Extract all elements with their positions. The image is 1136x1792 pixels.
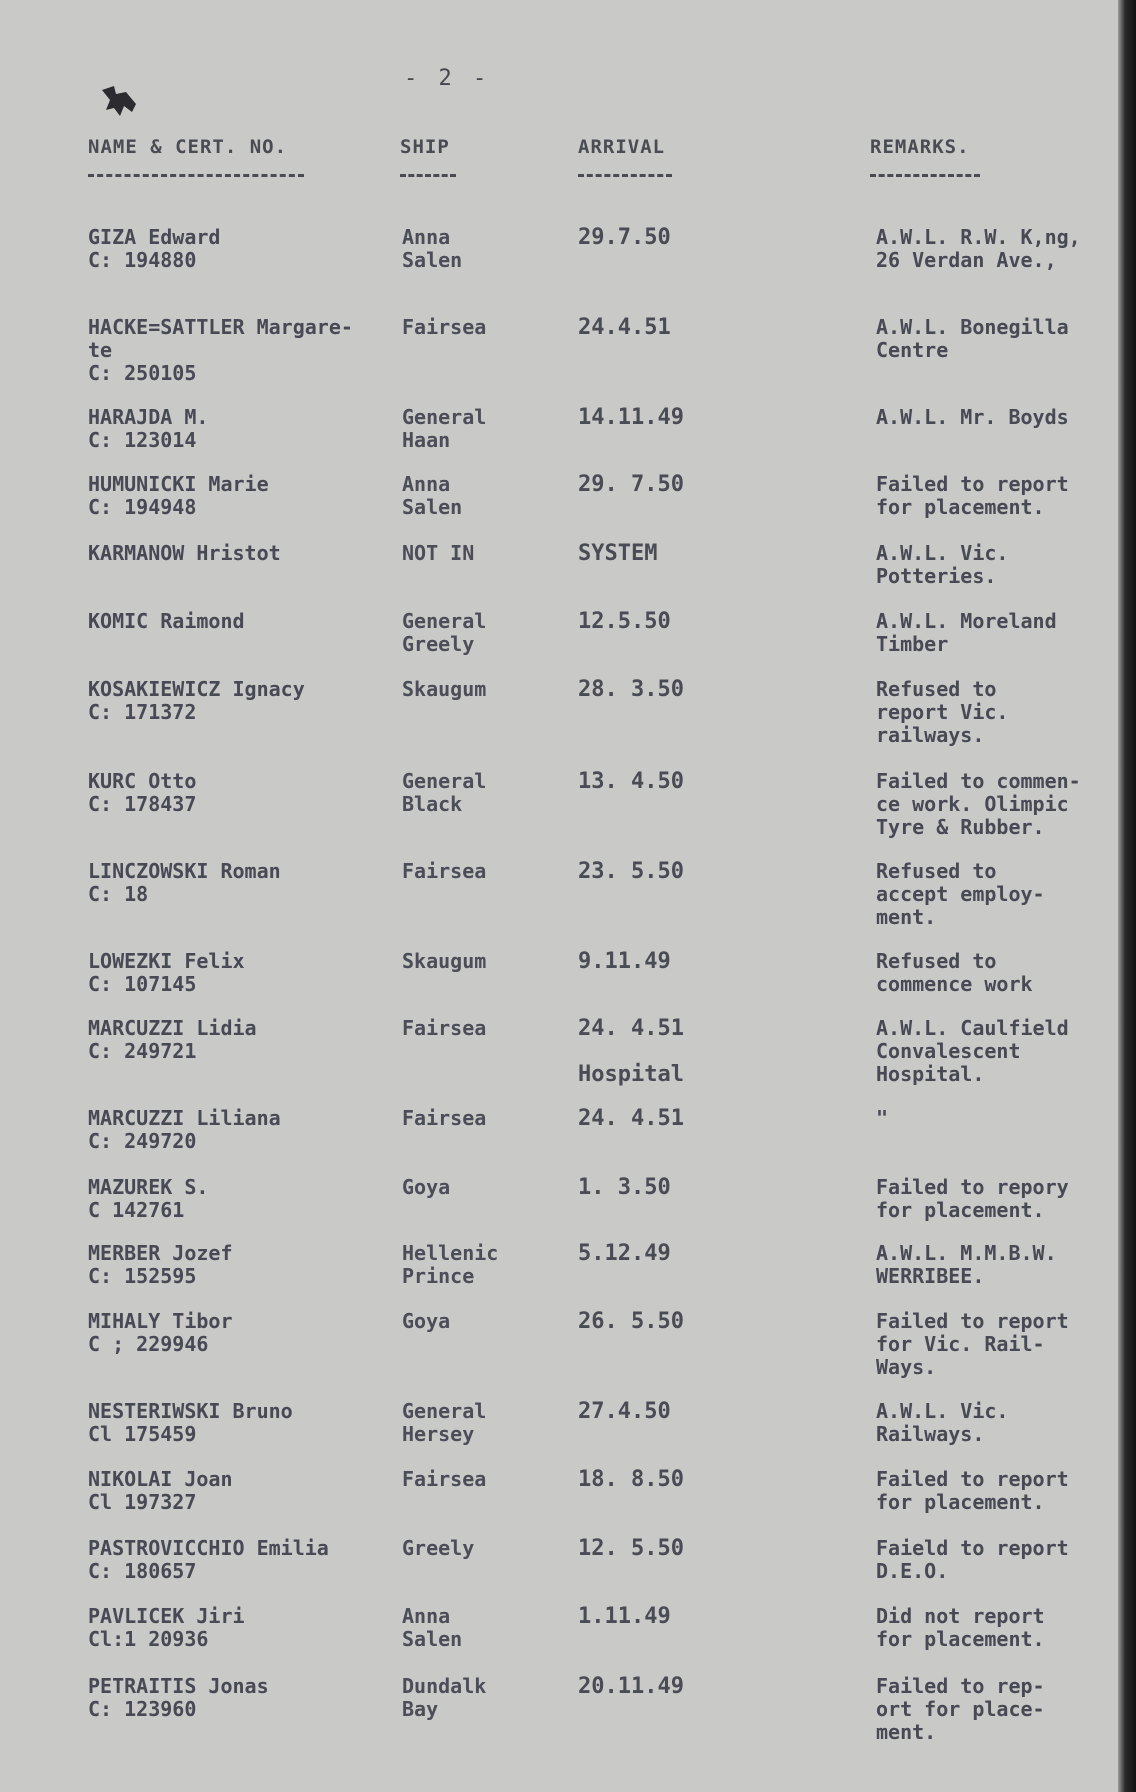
entry-arrival: 13. 4.50 (578, 769, 684, 794)
entry-remarks: Faield to report D.E.O. (876, 1536, 1069, 1583)
entry-ship: General Black (402, 769, 487, 816)
entry-remarks: Failed to report for Vic. Rail- Ways. (876, 1309, 1069, 1379)
ink-blot-mark (96, 82, 144, 122)
entry-name: PASTROVICCHIO Emilia C: 180657 (88, 1536, 329, 1583)
entry-ship: NOT IN (402, 541, 475, 565)
entry-ship: Anna Salen (402, 225, 463, 272)
entry-name: HACKE=SATTLER Margare- te C: 250105 (88, 315, 353, 385)
entry-arrival: 18. 8.50 (578, 1467, 684, 1492)
header-name-cert: NAME & CERT. NO. (88, 136, 288, 158)
entry-ship: Anna Salen (402, 472, 463, 519)
entry-arrival: 12. 5.50 (578, 1536, 684, 1561)
entry-ship: Fairsea (402, 859, 487, 883)
entry-name: MAZUREK S. C 142761 (88, 1175, 209, 1222)
entry-ship: General Hersey (402, 1399, 487, 1446)
entry-name: MARCUZZI Liliana C: 249720 (88, 1106, 281, 1153)
header-arrival: ARRIVAL (578, 136, 666, 158)
header-underline-remarks (870, 174, 980, 177)
entry-arrival: 26. 5.50 (578, 1309, 684, 1334)
entry-name: KARMANOW Hristot (88, 541, 281, 565)
entry-remarks: Failed to rep- ort for place- ment. (876, 1674, 1045, 1744)
entry-remarks: Refused to accept employ- ment. (876, 859, 1045, 929)
header-remarks: REMARKS. (870, 136, 970, 158)
entry-ship: General Haan (402, 405, 487, 452)
entry-ship: Skaugum (402, 677, 487, 701)
entry-name: NESTERIWSKI Bruno Cl 175459 (88, 1399, 293, 1446)
entry-name: LOWEZKI Felix C: 107145 (88, 949, 245, 996)
entry-name: KOSAKIEWICZ Ignacy C: 171372 (88, 677, 305, 724)
entry-name: MARCUZZI Lidia C: 249721 (88, 1016, 257, 1063)
entry-remarks: A.W.L. Mr. Boyds (876, 405, 1069, 429)
entry-arrival: 24. 4.51 Hospital (578, 1016, 684, 1087)
entry-ship: Anna Salen (402, 1604, 463, 1651)
entry-remarks: A.W.L. M.M.B.W. WERRIBEE. (876, 1241, 1057, 1288)
entry-name: MIHALY Tibor C ; 229946 (88, 1309, 233, 1356)
entry-arrival: 29.7.50 (578, 225, 671, 250)
entry-ship: Dundalk Bay (402, 1674, 487, 1721)
entry-remarks: A.W.L. Moreland Timber (876, 609, 1057, 656)
entry-remarks: " (876, 1106, 889, 1130)
entry-arrival: 20.11.49 (578, 1674, 684, 1699)
entry-remarks: Failed to repory for placement. (876, 1175, 1069, 1222)
header-underline-arrival (578, 174, 672, 177)
entry-ship: Fairsea (402, 315, 487, 339)
entry-remarks: A.W.L. Vic. Potteries. (876, 541, 1009, 588)
header-underline-name (88, 174, 304, 177)
entry-arrival: 12.5.50 (578, 609, 671, 634)
entry-ship: Fairsea (402, 1106, 487, 1130)
entry-ship: Fairsea (402, 1467, 487, 1491)
entry-name: MERBER Jozef C: 152595 (88, 1241, 233, 1288)
entry-name: HARAJDA M. C: 123014 (88, 405, 209, 452)
entry-arrival: SYSTEM (578, 541, 658, 566)
entry-arrival: 1. 3.50 (578, 1175, 671, 1200)
entry-ship: Greely (402, 1536, 475, 1560)
entry-arrival: 9.11.49 (578, 949, 671, 974)
header-ship: SHIP (400, 136, 450, 158)
entry-name: PETRAITIS Jonas C: 123960 (88, 1674, 269, 1721)
entry-remarks: Failed to report for placement. (876, 472, 1069, 519)
page-number: - 2 - (404, 66, 491, 91)
entry-ship: Goya (402, 1175, 451, 1199)
entry-arrival: 14.11.49 (578, 405, 684, 430)
entry-arrival: 24. 4.51 (578, 1106, 684, 1131)
entry-remarks: A.W.L. Caulfield Convalescent Hospital. (876, 1016, 1069, 1086)
entry-name: LINCZOWSKI Roman C: 18 (88, 859, 281, 906)
entry-remarks: Refused to report Vic. railways. (876, 677, 1009, 747)
entry-name: KURC Otto C: 178437 (88, 769, 197, 816)
entry-name: KOMIC Raimond (88, 609, 245, 633)
entry-name: PAVLICEK Jiri Cl:1 20936 (88, 1604, 245, 1651)
entry-name: NIKOLAI Joan Cl 197327 (88, 1467, 233, 1514)
entry-remarks: Failed to report for placement. (876, 1467, 1069, 1514)
entry-ship: Skaugum (402, 949, 487, 973)
header-underline-ship (400, 174, 456, 177)
entry-remarks: A.W.L. R.W. K,ng, 26 Verdan Ave., (876, 225, 1081, 272)
entry-remarks: Refused to commence work (876, 949, 1033, 996)
entry-name: HUMUNICKI Marie C: 194948 (88, 472, 269, 519)
entry-ship: General Greely (402, 609, 487, 656)
entry-ship: Goya (402, 1309, 451, 1333)
entry-remarks: A.W.L. Bonegilla Centre (876, 315, 1069, 362)
entry-arrival: 27.4.50 (578, 1399, 671, 1424)
entry-remarks: Failed to commen- ce work. Olimpic Tyre & Rubber. (876, 769, 1081, 839)
entry-remarks: Did not report for placement. (876, 1604, 1045, 1651)
entry-remarks: A.W.L. Vic. Railways. (876, 1399, 1009, 1446)
entry-arrival: 1.11.49 (578, 1604, 671, 1629)
entry-arrival: 24.4.51 (578, 315, 671, 340)
entry-arrival: 23. 5.50 (578, 859, 684, 884)
entry-ship: Hellenic Prince (402, 1241, 499, 1288)
page-edge-shadow (1118, 0, 1136, 1792)
entry-ship: Fairsea (402, 1016, 487, 1040)
entry-arrival: 29. 7.50 (578, 472, 684, 497)
entry-arrival: 28. 3.50 (578, 677, 684, 702)
entry-arrival: 5.12.49 (578, 1241, 671, 1266)
entry-name: GIZA Edward C: 194880 (88, 225, 221, 272)
